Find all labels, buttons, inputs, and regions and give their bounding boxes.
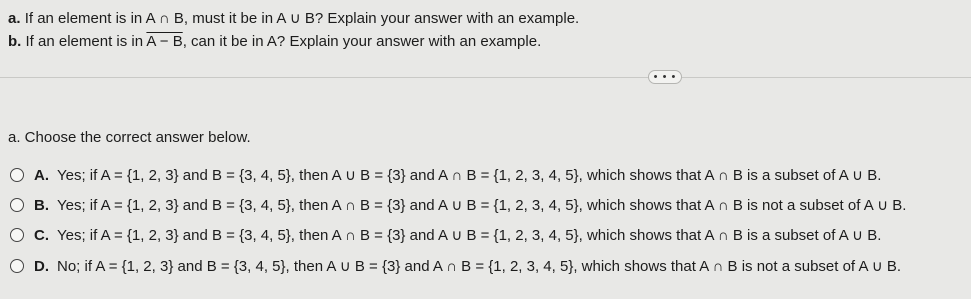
- option-text-d: No; if A = {1, 2, 3} and B = {3, 4, 5}, then A ∪ B = {3} and A ∩ B = {1, 2, 3, 4, 5}, which shows that A ∩ B is not a subset of A ∪ B.: [57, 258, 902, 275]
- question-b-text-pre: If an element is in: [25, 33, 147, 50]
- answer-option-d[interactable]: [10, 257, 901, 275]
- part-a-prompt: a. Choose the correct answer below.: [8, 129, 251, 146]
- question-b-text-post: , can it be in A? Explain your answer with an example.: [182, 33, 542, 50]
- question-a: [8, 9, 579, 27]
- radio-button-c[interactable]: [10, 228, 24, 242]
- question-b-label: b.: [8, 33, 22, 50]
- question-a-text: If an element is in A ∩ B, must it be in A ∪ B? Explain your answer with an example.: [24, 10, 580, 27]
- radio-button-a[interactable]: [10, 168, 24, 182]
- question-a-label: a.: [8, 10, 21, 27]
- question-b: [8, 33, 541, 50]
- option-letter-a: A.: [34, 166, 49, 184]
- radio-button-b[interactable]: [10, 198, 24, 212]
- option-text-c: Yes; if A = {1, 2, 3} and B = {3, 4, 5}, then A ∩ B = {3} and A ∪ B = {1, 2, 3, 4, 5}, which shows that A ∩ B is a subset of A ∪ B.: [57, 227, 882, 244]
- option-letter-d: D.: [34, 257, 49, 275]
- option-text-a: Yes; if A = {1, 2, 3} and B = {3, 4, 5}, then A ∪ B = {3} and A ∩ B = {1, 2, 3, 4, 5}, which shows that A ∩ B is a subset of A ∪ B.: [57, 167, 882, 184]
- question-b-set-complement: A − B: [146, 33, 183, 50]
- answer-option-a[interactable]: [10, 166, 881, 184]
- radio-button-d[interactable]: [10, 259, 24, 273]
- section-divider: [0, 77, 971, 78]
- answer-option-c[interactable]: [10, 226, 881, 244]
- expand-more-button[interactable]: • • •: [648, 70, 682, 84]
- option-text-b: Yes; if A = {1, 2, 3} and B = {3, 4, 5}, then A ∩ B = {3} and A ∪ B = {1, 2, 3, 4, 5}, which shows that A ∩ B is not a subset of A ∪ B.: [57, 197, 907, 214]
- option-letter-c: C.: [34, 226, 49, 244]
- option-letter-b: B.: [34, 196, 49, 214]
- answer-option-b[interactable]: [10, 196, 906, 214]
